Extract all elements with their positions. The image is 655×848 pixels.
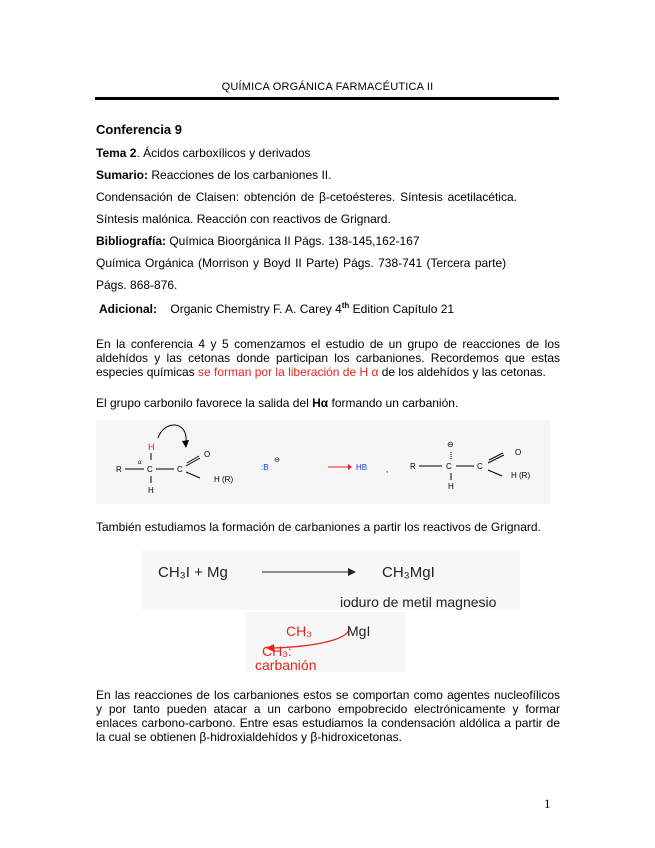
sumario-detail-2: Síntesis malónica. Reacción con reactivos de Grignard. [96, 212, 391, 226]
adicional-sup: th [341, 301, 350, 310]
r-group: R [116, 465, 122, 474]
bibliografia-2-line2: Págs. 868-876. [96, 278, 178, 292]
paragraph-intro [96, 337, 560, 379]
bond-c-hr [186, 472, 200, 478]
tema-label: Tema 2 [96, 146, 137, 160]
r-group-2: R [410, 462, 416, 471]
bibliografia-label: Bibliografía: [96, 234, 167, 248]
carbanion-charge: ⊖ [447, 440, 454, 449]
header-rule [95, 97, 559, 100]
grignard-product: CH₃MgI [382, 564, 435, 581]
carbon-alpha: C [147, 465, 153, 474]
mgi-group: MgI [347, 623, 371, 639]
reaction-arrow-head [348, 464, 352, 470]
paragraph-intro-text-b: de los aldehídos y las cetonas. [378, 365, 546, 379]
sumario-detail-1: Condensación de Claisen: obtención de β-cetoésteres. Síntesis acetilacética. [96, 190, 517, 204]
base-charge: ⊖ [274, 457, 280, 464]
paragraph-reactions: En las reacciones de los carbaniones estos se comportan como agentes nucleofílicos y por tanto pueden atacar a un carbono empobrecido electrónicamente y formar enlaces carbono-carbono. Entre esas estudiamos la condensación aldólica a partir de la cual se obtienen β-hidroxialdehídos y β-hidroxicetonas. [96, 688, 560, 744]
h-r-group: H (R) [214, 475, 234, 484]
h-r-group-2: H (R) [511, 471, 531, 480]
paragraph-carbonyl-bold: Hα [312, 396, 329, 410]
h-bottom-atom: H [148, 486, 154, 495]
conference-title: Conferencia 9 [96, 122, 182, 137]
page-number: 1 [544, 796, 551, 811]
adicional-label: Adicional: [99, 302, 158, 316]
bond-c-hr-2 [488, 470, 502, 476]
tema-line [96, 146, 560, 160]
adicional-tail: Edition Capítulo 21 [349, 302, 455, 316]
paragraph-carbonyl-text-b: formando un carbanión. [328, 396, 459, 410]
methyl-carbanion: CH₃: [262, 643, 292, 659]
paragraph-intro-highlight: se forman por la liberación de H α [198, 365, 379, 379]
bibliografia-line [96, 234, 560, 248]
sumario-label: Sumario: [96, 168, 149, 182]
curved-arrow-1-head [182, 440, 189, 448]
h-alpha-atom: H [148, 442, 155, 452]
carbanion-formation-figure [96, 420, 550, 504]
oxygen-atom: O [204, 450, 211, 459]
hb-product: HB [356, 463, 368, 472]
grignard-caption: ioduro de metil magnesio [340, 594, 497, 610]
curved-arrow-1 [158, 425, 186, 442]
carbanion-label: carbanión [255, 657, 317, 673]
comma: , [386, 465, 389, 474]
carbon-carbanion: C [446, 462, 452, 471]
base-b: :B [261, 463, 269, 472]
sumario-line [96, 168, 560, 182]
alpha-label: α [138, 460, 142, 466]
bibliografia-2-line1: Química Orgánica (Morrison y Boyd II Parte) Págs. 738-741 (Tercera parte) [96, 256, 507, 270]
carbon-carbonyl: C [177, 465, 183, 474]
adicional-line [99, 299, 563, 316]
grignard-figure [142, 550, 520, 674]
bibliografia-text: Química Bioorgánica II Págs. 138-145,162-167 [166, 234, 420, 248]
running-header: QUÍMICA ORGÁNICA FARMACÉUTICA II [221, 81, 434, 93]
oxygen-atom-2: O [515, 448, 522, 457]
sumario-text: Reacciones de los carbaniones II. [148, 168, 332, 182]
tema-text: . Ácidos carboxílicos y derivados [136, 146, 311, 160]
h-bottom-atom-2: H [448, 482, 454, 491]
carbon-carbonyl-2: C [477, 462, 483, 471]
paragraph-carbonyl-text-a: El grupo carbonilo favorece la salida del [96, 396, 313, 410]
paragraph-intro-text-a: En la conferencia 4 y 5 comenzamos el estudio de un grupo de reacciones de los aldehídos y las cetonas donde participan los carbaniones. Recordemos que estas especies químicas [96, 337, 560, 379]
adicional-text: Organic Chemistry F. A. Carey 4 [170, 302, 342, 316]
methyl-group: CH₃ [286, 623, 312, 639]
paragraph-grignard: También estudiamos la formación de carbaniones a partir los reactivos de Grignard. [96, 520, 541, 534]
grignard-reactants: CH₃I + Mg [158, 564, 228, 581]
paragraph-carbonyl [96, 396, 560, 410]
